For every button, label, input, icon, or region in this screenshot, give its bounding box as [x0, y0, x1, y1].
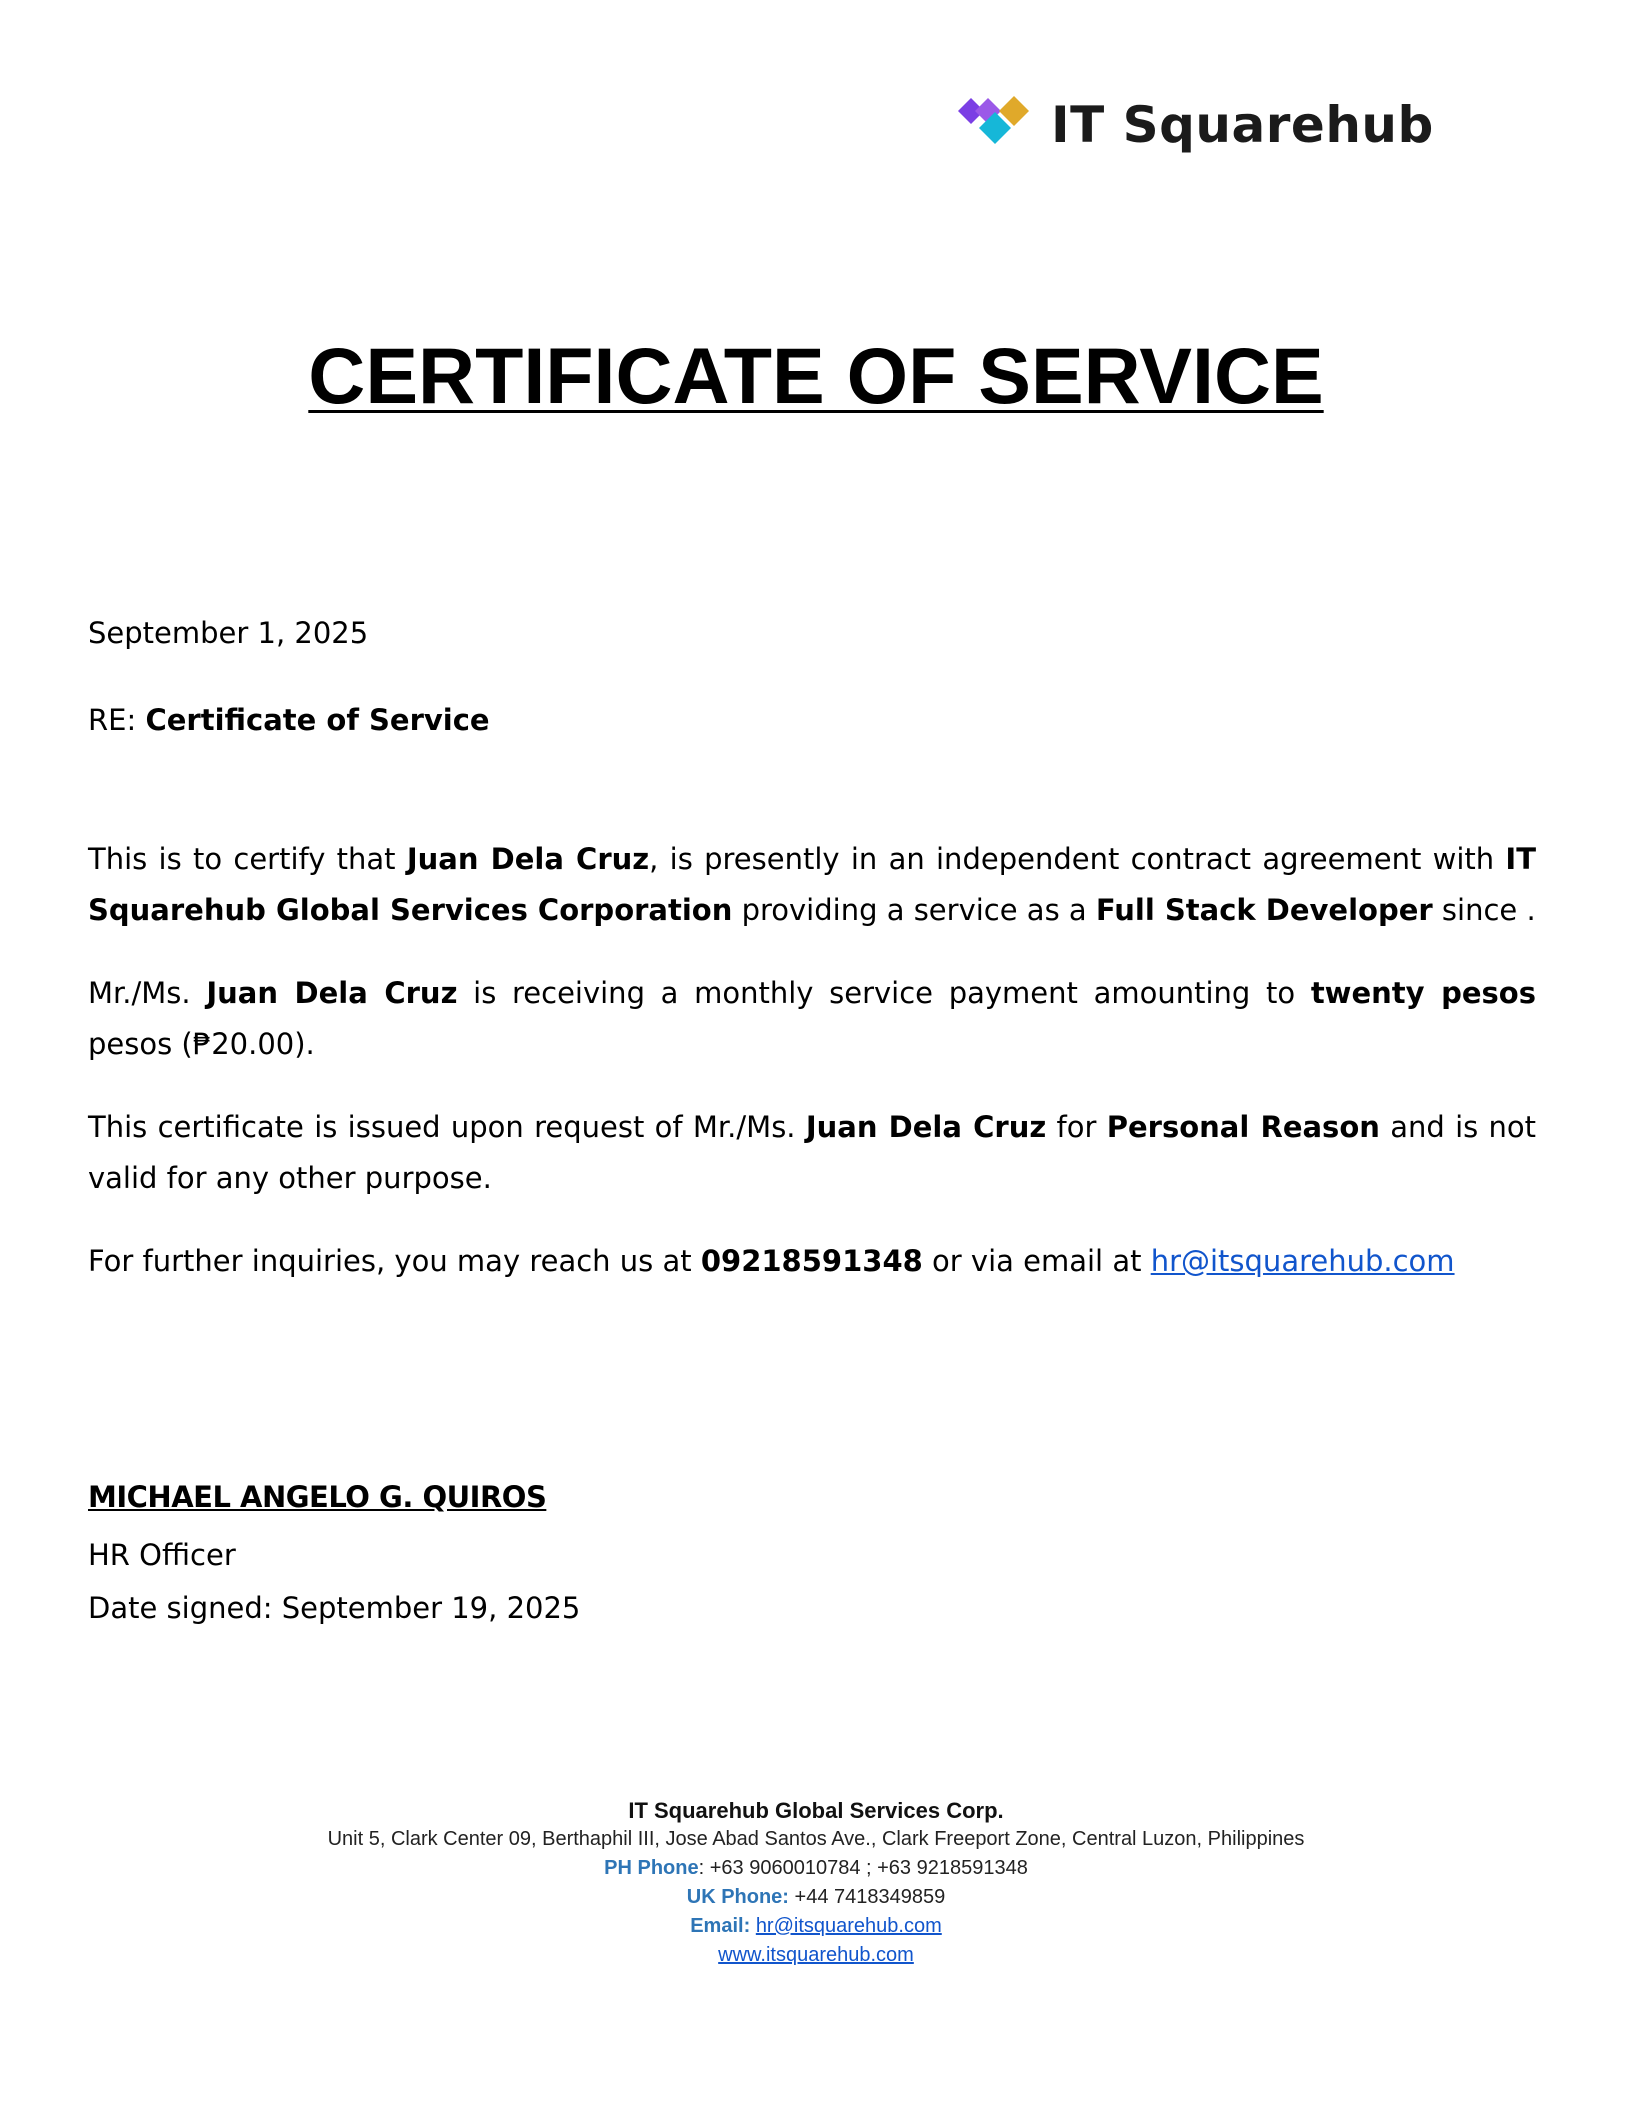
- paragraph-payment: [88, 968, 1536, 1070]
- footer-address: Unit 5, Clark Center 09, Berthaphil III, Jose Abad Santos Ave., Clark Freeport Zone, Central Luzon, Philippines: [327, 1828, 1305, 1850]
- footer-email-link[interactable]: hr@itsquarehub.com: [755, 1915, 942, 1937]
- signatory-name: MICHAEL ANGELO G. QUIROS: [88, 1480, 547, 1514]
- p4-text-1: For further inquiries, you may reach us at: [88, 1244, 692, 1278]
- employee-name: Juan Dela Cruz: [805, 1110, 1047, 1144]
- footer-company: IT Squarehub Global Services Corp.: [628, 1798, 1004, 1823]
- employee-name: Juan Dela Cruz: [406, 842, 650, 876]
- p1-text-1: This is to certify that: [88, 842, 396, 876]
- subject-line: [88, 695, 1536, 746]
- p2-text-3: pesos (₱20.00).: [88, 1027, 315, 1061]
- position-title: Full Stack Developer: [1095, 893, 1433, 927]
- p4-text-2: or via email at: [932, 1244, 1142, 1278]
- company-name: IT Squarehub Global Services Corporation: [88, 842, 1536, 927]
- ph-phone-value: : +63 9060010784 ; +63 9218591348: [698, 1857, 1028, 1879]
- subject-text: Certificate of Service: [145, 703, 490, 737]
- payment-amount-words: twenty pesos: [1310, 976, 1536, 1010]
- p1-text-4: since .: [1441, 893, 1536, 927]
- uk-phone-label: UK Phone:: [686, 1886, 789, 1908]
- request-reason: Personal Reason: [1106, 1110, 1380, 1144]
- p1-text-3: providing a service as a: [741, 893, 1087, 927]
- signatory-role: HR Officer: [88, 1538, 236, 1572]
- p3-text-1: This certificate is issued upon request of Mr./Ms.: [88, 1110, 796, 1144]
- p2-text-1: Mr./Ms.: [88, 976, 191, 1010]
- logo-mark-icon: [957, 96, 1037, 154]
- employee-name: Juan Dela Cruz: [206, 976, 458, 1010]
- p2-text-2: is receiving a monthly service payment amounting to: [473, 976, 1296, 1010]
- p1-text-2: , is presently in an independent contract agreement with: [649, 842, 1495, 876]
- paragraph-certification: [88, 834, 1536, 936]
- contact-email-link[interactable]: hr@itsquarehub.com: [1150, 1244, 1455, 1278]
- email-label: Email:: [690, 1915, 751, 1937]
- p3-text-2: for: [1056, 1110, 1097, 1144]
- footer-email: [0, 1912, 1632, 1941]
- contact-phone: 09218591348: [700, 1244, 923, 1278]
- p3-text-3: and is not valid for any other purpose.: [88, 1110, 1537, 1195]
- footer-uk-phone: [0, 1883, 1632, 1912]
- subject-prefix: RE:: [88, 703, 137, 737]
- letter-date: September 1, 2025: [88, 616, 369, 650]
- uk-phone-value: +44 7418349859: [788, 1886, 946, 1908]
- company-logo: [957, 92, 1434, 158]
- ph-phone-label: PH Phone: [604, 1857, 699, 1879]
- paragraph-contact: [88, 1236, 1536, 1287]
- footer-website: [0, 1941, 1632, 1970]
- date-signed: Date signed: September 19, 2025: [88, 1591, 581, 1625]
- footer-ph-phone: [0, 1854, 1632, 1883]
- letterhead-footer: [0, 1796, 1632, 1970]
- logo-text: IT Squarehub: [1051, 96, 1434, 154]
- paragraph-purpose: [88, 1102, 1536, 1204]
- document-title: CERTIFICATE OF SERVICE: [308, 331, 1324, 420]
- footer-website-link[interactable]: www.itsquarehub.com: [718, 1944, 914, 1966]
